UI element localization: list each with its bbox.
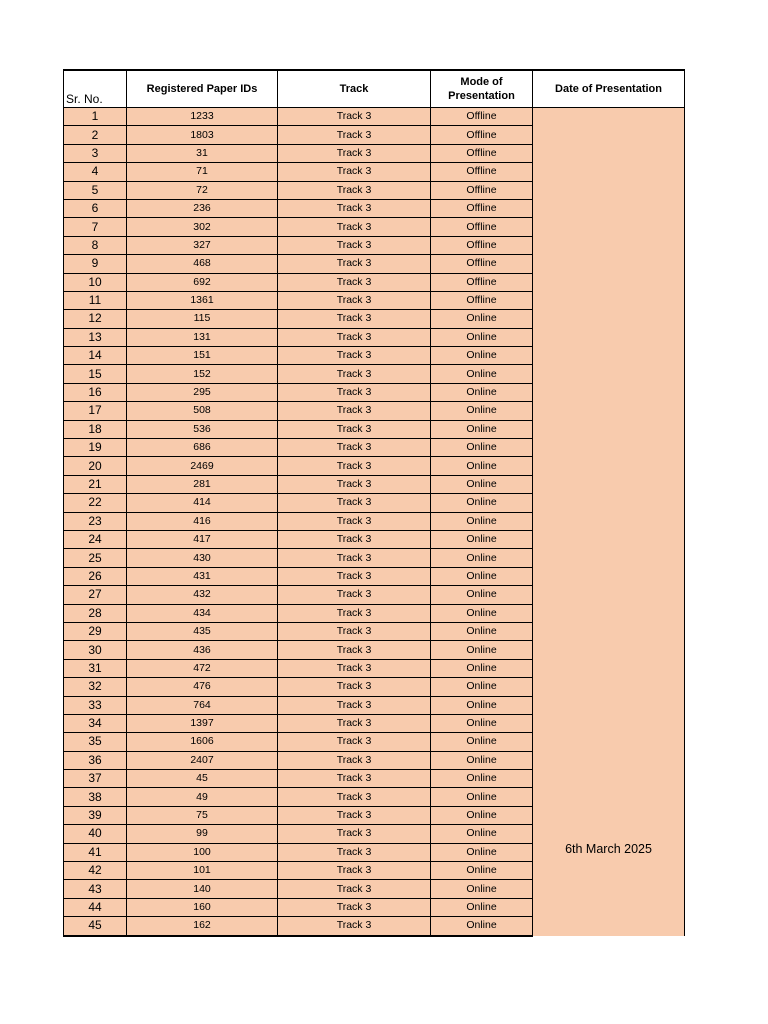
sr-no-cell: 39 [64, 806, 127, 824]
mode-cell: Online [431, 567, 533, 585]
paper-id-cell: 100 [127, 843, 278, 861]
mode-cell: Online [431, 586, 533, 604]
track-cell: Track 3 [278, 199, 431, 217]
track-cell: Track 3 [278, 108, 431, 126]
mode-cell: Offline [431, 218, 533, 236]
track-cell: Track 3 [278, 144, 431, 162]
track-cell: Track 3 [278, 181, 431, 199]
paper-id-cell: 295 [127, 383, 278, 401]
paper-id-cell: 2407 [127, 751, 278, 769]
track-cell: Track 3 [278, 549, 431, 567]
mode-cell: Online [431, 862, 533, 880]
track-cell: Track 3 [278, 659, 431, 677]
table-header [64, 70, 685, 108]
sr-no-cell: 21 [64, 475, 127, 493]
track-cell: Track 3 [278, 733, 431, 751]
track-cell: Track 3 [278, 291, 431, 309]
paper-id-cell: 160 [127, 898, 278, 916]
sr-no-cell: 36 [64, 751, 127, 769]
sr-no-cell: 35 [64, 733, 127, 751]
date-of-presentation-cell: 6th March 2025 [533, 108, 685, 936]
mode-cell: Offline [431, 144, 533, 162]
mode-cell: Online [431, 402, 533, 420]
mode-cell: Online [431, 439, 533, 457]
paper-id-cell: 1397 [127, 714, 278, 732]
paper-id-cell: 468 [127, 255, 278, 273]
header-paper-ids: Registered Paper IDs [127, 70, 278, 108]
track-cell: Track 3 [278, 475, 431, 493]
mode-cell: Online [431, 806, 533, 824]
paper-id-cell: 508 [127, 402, 278, 420]
sr-no-cell: 42 [64, 862, 127, 880]
sr-no-cell: 13 [64, 328, 127, 346]
track-cell: Track 3 [278, 255, 431, 273]
track-cell: Track 3 [278, 788, 431, 806]
mode-cell: Offline [431, 108, 533, 126]
sr-no-cell: 6 [64, 199, 127, 217]
mode-cell: Offline [431, 273, 533, 291]
paper-id-cell: 31 [127, 144, 278, 162]
paper-id-cell: 472 [127, 659, 278, 677]
mode-cell: Online [431, 733, 533, 751]
paper-id-cell: 1361 [127, 291, 278, 309]
sr-no-cell: 25 [64, 549, 127, 567]
mode-cell: Online [431, 880, 533, 898]
paper-id-cell: 327 [127, 236, 278, 254]
track-cell: Track 3 [278, 751, 431, 769]
paper-id-cell: 1803 [127, 126, 278, 144]
track-cell: Track 3 [278, 862, 431, 880]
paper-id-cell: 1233 [127, 108, 278, 126]
sr-no-cell: 1 [64, 108, 127, 126]
track-cell: Track 3 [278, 494, 431, 512]
track-cell: Track 3 [278, 696, 431, 714]
track-cell: Track 3 [278, 126, 431, 144]
paper-id-cell: 2469 [127, 457, 278, 475]
table-body [64, 108, 685, 936]
sr-no-cell: 41 [64, 843, 127, 861]
paper-id-cell: 476 [127, 678, 278, 696]
mode-cell: Online [431, 494, 533, 512]
sr-no-cell: 17 [64, 402, 127, 420]
mode-cell: Online [431, 641, 533, 659]
track-cell: Track 3 [278, 586, 431, 604]
sr-no-cell: 12 [64, 310, 127, 328]
header-sr-no: Sr. No. [64, 70, 127, 108]
presentation-schedule-table [63, 69, 685, 937]
paper-id-cell: 431 [127, 567, 278, 585]
sr-no-cell: 43 [64, 880, 127, 898]
mode-cell: Online [431, 659, 533, 677]
header-date: Date of Presentation [533, 70, 685, 108]
sr-no-cell: 11 [64, 291, 127, 309]
sr-no-cell: 10 [64, 273, 127, 291]
mode-cell: Online [431, 365, 533, 383]
mode-cell: Online [431, 696, 533, 714]
track-cell: Track 3 [278, 843, 431, 861]
sr-no-cell: 23 [64, 512, 127, 530]
header-row [64, 70, 685, 108]
track-cell: Track 3 [278, 604, 431, 622]
sr-no-cell: 2 [64, 126, 127, 144]
track-cell: Track 3 [278, 236, 431, 254]
sr-no-cell: 5 [64, 181, 127, 199]
sr-no-cell: 37 [64, 770, 127, 788]
paper-id-cell: 764 [127, 696, 278, 714]
paper-id-cell: 99 [127, 825, 278, 843]
paper-id-cell: 692 [127, 273, 278, 291]
mode-cell: Online [431, 714, 533, 732]
sr-no-cell: 8 [64, 236, 127, 254]
paper-id-cell: 432 [127, 586, 278, 604]
track-cell: Track 3 [278, 512, 431, 530]
track-cell: Track 3 [278, 402, 431, 420]
mode-cell: Online [431, 347, 533, 365]
paper-id-cell: 71 [127, 163, 278, 181]
sr-no-cell: 32 [64, 678, 127, 696]
track-cell: Track 3 [278, 622, 431, 640]
sr-no-cell: 44 [64, 898, 127, 916]
track-cell: Track 3 [278, 898, 431, 916]
sr-no-cell: 27 [64, 586, 127, 604]
track-cell: Track 3 [278, 770, 431, 788]
paper-id-cell: 131 [127, 328, 278, 346]
track-cell: Track 3 [278, 641, 431, 659]
paper-id-cell: 45 [127, 770, 278, 788]
track-cell: Track 3 [278, 567, 431, 585]
sr-no-cell: 31 [64, 659, 127, 677]
paper-id-cell: 152 [127, 365, 278, 383]
paper-id-cell: 430 [127, 549, 278, 567]
track-cell: Track 3 [278, 806, 431, 824]
sr-no-cell: 16 [64, 383, 127, 401]
paper-id-cell: 1606 [127, 733, 278, 751]
mode-cell: Offline [431, 291, 533, 309]
table-row [64, 108, 685, 126]
sr-no-cell: 24 [64, 530, 127, 548]
track-cell: Track 3 [278, 328, 431, 346]
mode-cell: Online [431, 788, 533, 806]
sr-no-cell: 30 [64, 641, 127, 659]
track-cell: Track 3 [278, 310, 431, 328]
track-cell: Track 3 [278, 347, 431, 365]
sr-no-cell: 26 [64, 567, 127, 585]
mode-cell: Online [431, 549, 533, 567]
paper-id-cell: 236 [127, 199, 278, 217]
sr-no-cell: 3 [64, 144, 127, 162]
sr-no-cell: 19 [64, 439, 127, 457]
track-cell: Track 3 [278, 714, 431, 732]
paper-id-cell: 417 [127, 530, 278, 548]
paper-id-cell: 302 [127, 218, 278, 236]
paper-id-cell: 75 [127, 806, 278, 824]
mode-cell: Online [431, 898, 533, 916]
sr-no-cell: 28 [64, 604, 127, 622]
track-cell: Track 3 [278, 218, 431, 236]
track-cell: Track 3 [278, 880, 431, 898]
paper-id-cell: 101 [127, 862, 278, 880]
paper-id-cell: 162 [127, 917, 278, 936]
sr-no-cell: 34 [64, 714, 127, 732]
mode-cell: Online [431, 530, 533, 548]
mode-cell: Online [431, 825, 533, 843]
sr-no-cell: 9 [64, 255, 127, 273]
mode-cell: Online [431, 770, 533, 788]
paper-id-cell: 72 [127, 181, 278, 199]
sr-no-cell: 29 [64, 622, 127, 640]
mode-cell: Offline [431, 236, 533, 254]
mode-cell: Online [431, 420, 533, 438]
track-cell: Track 3 [278, 825, 431, 843]
track-cell: Track 3 [278, 457, 431, 475]
paper-id-cell: 686 [127, 439, 278, 457]
track-cell: Track 3 [278, 383, 431, 401]
mode-cell: Online [431, 622, 533, 640]
paper-id-cell: 536 [127, 420, 278, 438]
mode-cell: Online [431, 383, 533, 401]
paper-id-cell: 140 [127, 880, 278, 898]
header-track: Track [278, 70, 431, 108]
mode-cell: Offline [431, 163, 533, 181]
track-cell: Track 3 [278, 530, 431, 548]
sr-no-cell: 38 [64, 788, 127, 806]
paper-id-cell: 416 [127, 512, 278, 530]
track-cell: Track 3 [278, 273, 431, 291]
paper-id-cell: 151 [127, 347, 278, 365]
mode-cell: Online [431, 917, 533, 936]
mode-cell: Online [431, 751, 533, 769]
track-cell: Track 3 [278, 365, 431, 383]
sr-no-cell: 15 [64, 365, 127, 383]
sr-no-cell: 40 [64, 825, 127, 843]
mode-cell: Offline [431, 199, 533, 217]
sr-no-cell: 45 [64, 917, 127, 936]
paper-id-cell: 281 [127, 475, 278, 493]
mode-cell: Online [431, 457, 533, 475]
mode-cell: Online [431, 604, 533, 622]
sr-no-cell: 22 [64, 494, 127, 512]
paper-id-cell: 434 [127, 604, 278, 622]
track-cell: Track 3 [278, 163, 431, 181]
paper-id-cell: 49 [127, 788, 278, 806]
mode-cell: Online [431, 328, 533, 346]
paper-id-cell: 436 [127, 641, 278, 659]
sr-no-cell: 7 [64, 218, 127, 236]
mode-cell: Offline [431, 181, 533, 199]
mode-cell: Offline [431, 255, 533, 273]
mode-cell: Online [431, 678, 533, 696]
mode-cell: Online [431, 843, 533, 861]
sr-no-cell: 14 [64, 347, 127, 365]
sr-no-cell: 33 [64, 696, 127, 714]
sr-no-cell: 18 [64, 420, 127, 438]
paper-id-cell: 414 [127, 494, 278, 512]
mode-cell: Offline [431, 126, 533, 144]
paper-id-cell: 115 [127, 310, 278, 328]
sr-no-cell: 4 [64, 163, 127, 181]
mode-cell: Online [431, 310, 533, 328]
track-cell: Track 3 [278, 439, 431, 457]
mode-cell: Online [431, 475, 533, 493]
track-cell: Track 3 [278, 420, 431, 438]
track-cell: Track 3 [278, 917, 431, 936]
header-mode: Mode of Presentation [431, 70, 533, 108]
paper-id-cell: 435 [127, 622, 278, 640]
mode-cell: Online [431, 512, 533, 530]
track-cell: Track 3 [278, 678, 431, 696]
sr-no-cell: 20 [64, 457, 127, 475]
